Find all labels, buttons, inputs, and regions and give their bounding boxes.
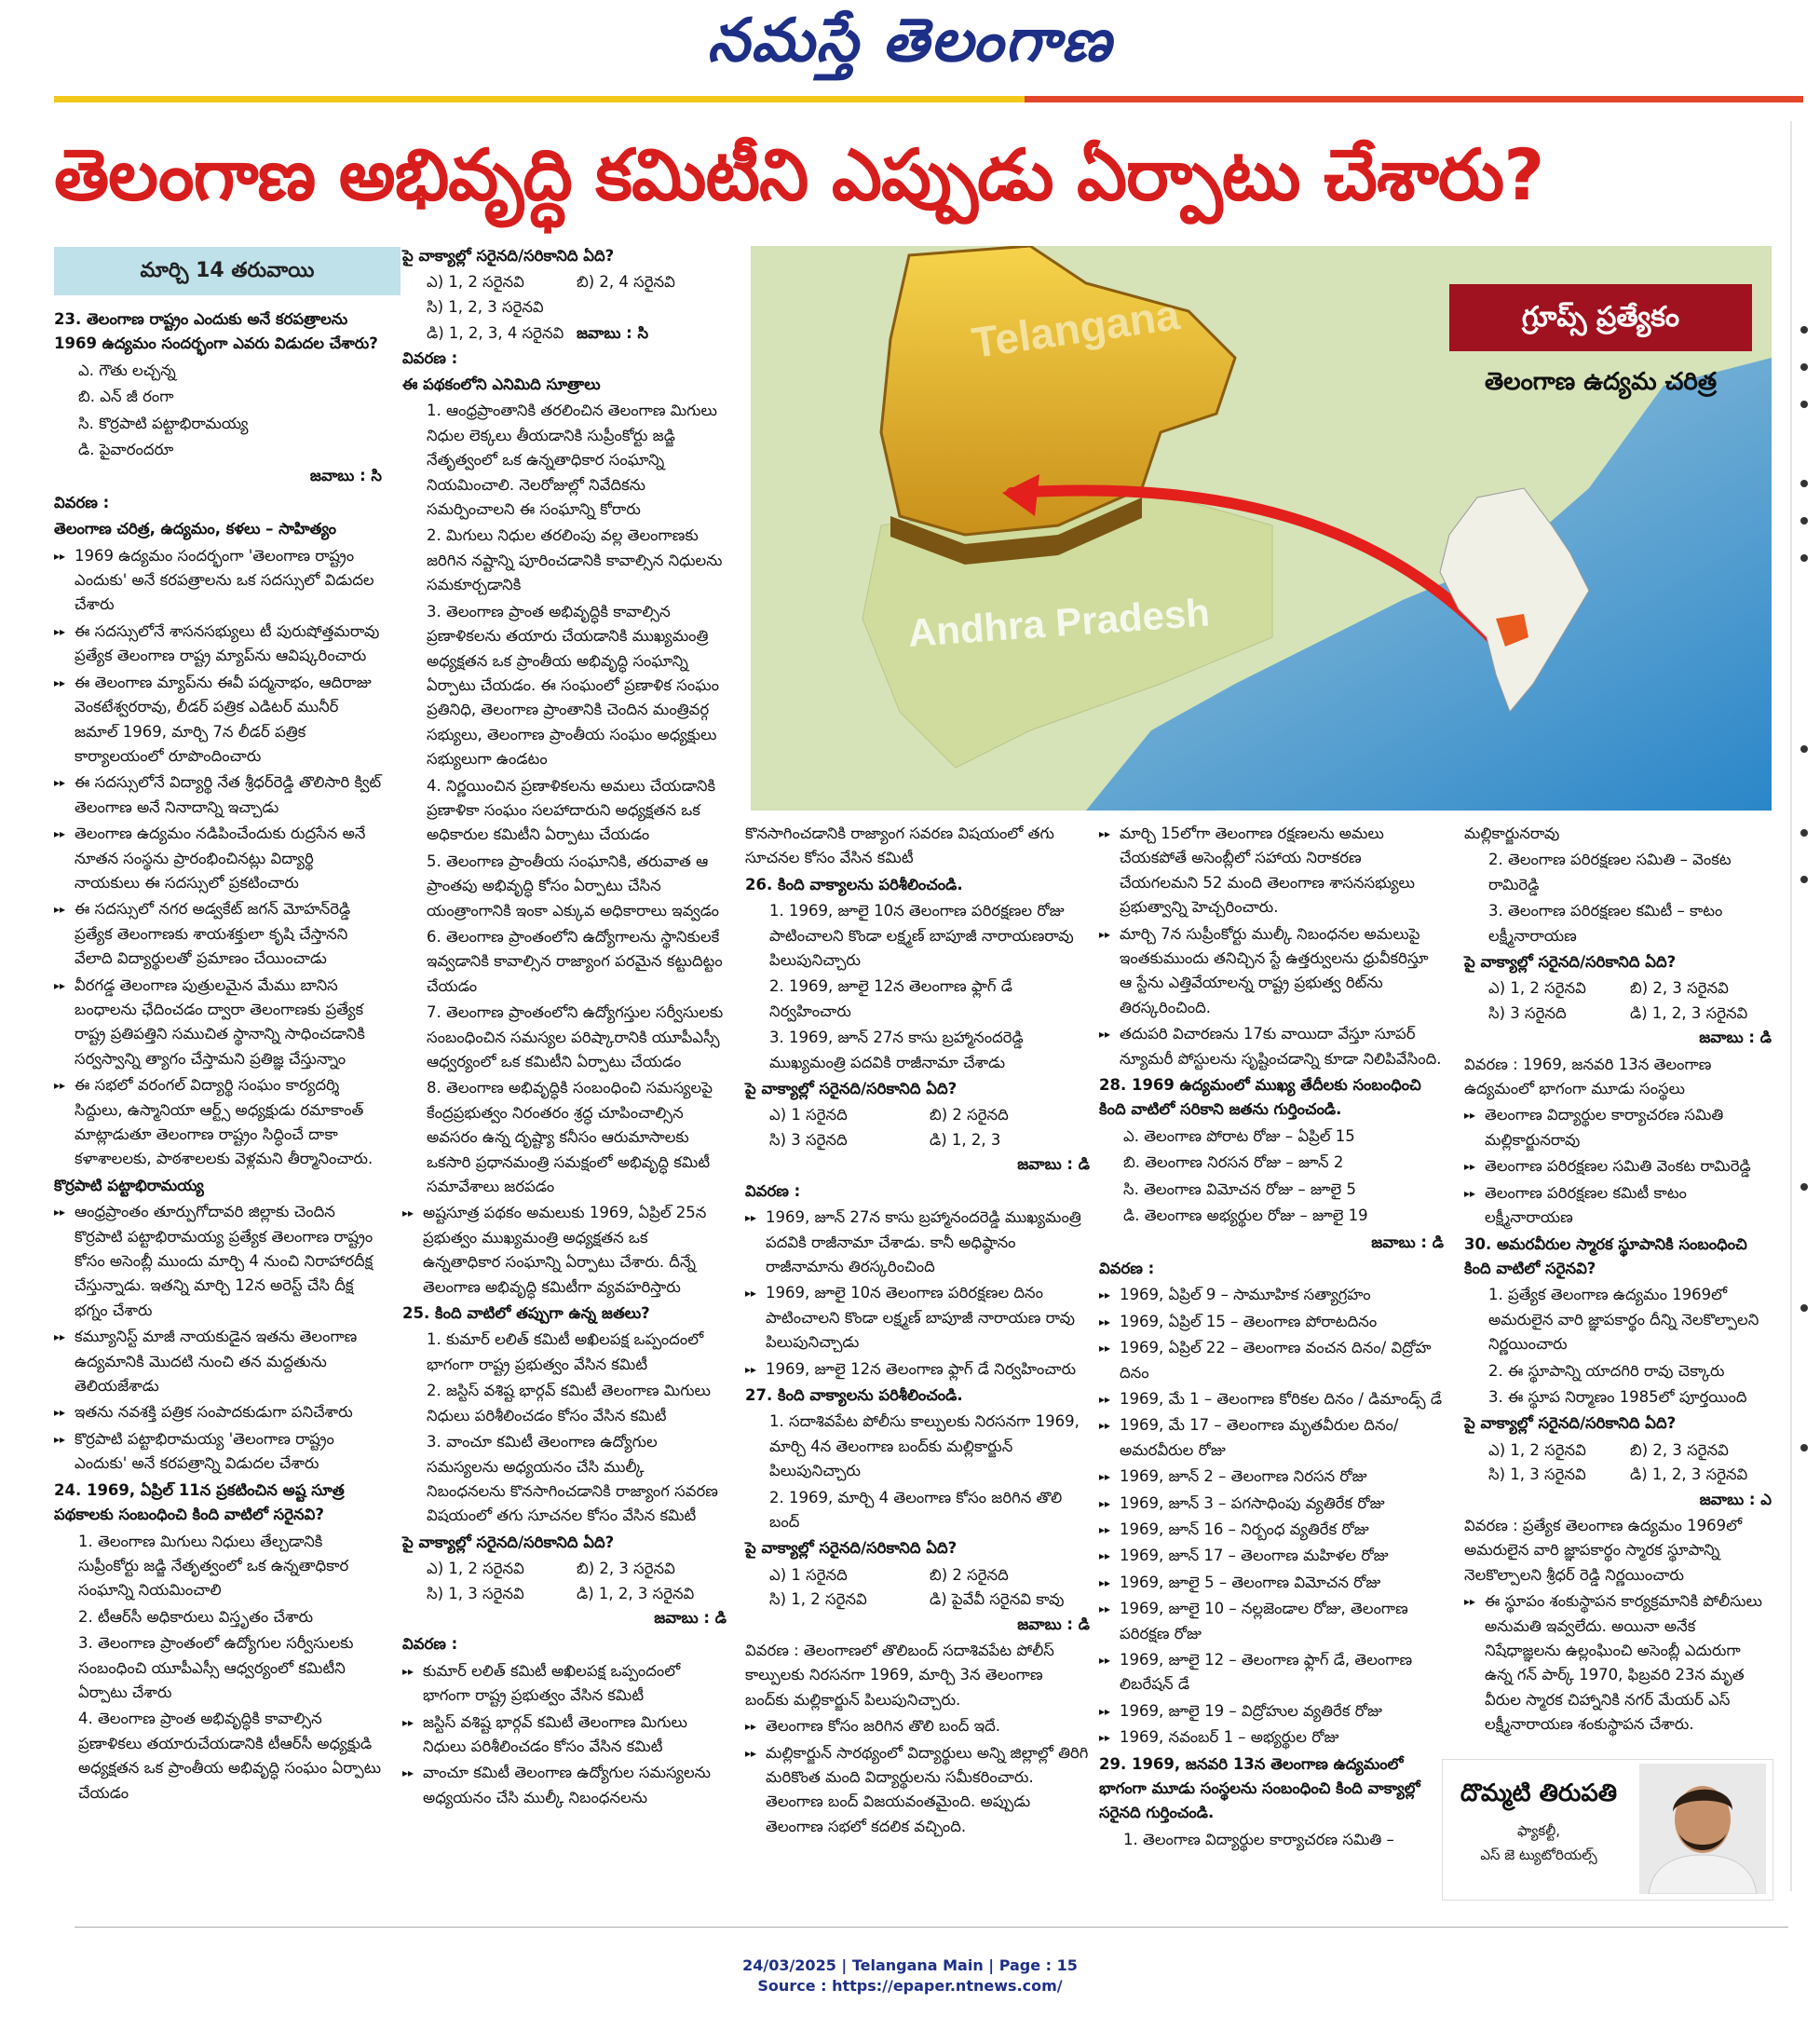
option-text: సి) 1, 2, 3 సరైనవి [427, 297, 544, 316]
answer-text: జవాబు : డి [1371, 1233, 1444, 1251]
section-heading: వివరణ : [54, 493, 110, 511]
numbered-item: 4. తెలంగాణ ప్రాంత అభివృద్ధికి కావాల్సిన ప్రణాళికలు తయారుచేయడానికి టీఆర్‌సీ అధ్యక్షుడి అధ్యక్షతన ఒక ప్రాంతీయ అభివృద్ధి సంఘం ఏర్పాటు చేయడం [78, 1710, 382, 1802]
question-text: 24. 1969, ఏప్రిల్ 11న ప్రకటించిన అష్ట సూత్ర పథకాలకు సంబంధించి కింది వాటిలో సరైనవి? [54, 1480, 345, 1524]
question-text: 29. 1969, జనవరి 13న తెలంగాణ ఉద్యమంలో భాగంగా మూడు సంస్థలను సంబంధించి కింది వాక్యాల్లో సరైనది గుర్తించండి. [1099, 1754, 1420, 1822]
bullet-item: ▸▸ మార్చి 7న సుప్రీంకోర్టు ముల్కీ నిబంధనల అమలుపై ఇంతకుముందు తనిచ్చిన స్టే ఉత్తర్వులను ధ్రువీకరిస్తూ ఆ స్టేను ఎత్తివేయాలన్న రాష్ట్ర ప్రభుత్వ రిట్‌ను తిరస్కరించింది. [1099, 922, 1444, 1021]
numbered-item: 7. తెలంగాణ ప్రాంతంలోని ఉద్యోగస్తుల సర్వీసులకు సంబంధించిన సమస్యల పరిష్కారానికి యూపీఎస్సీ ఆధ్వర్యంలో ఒక కమిటీని ఏర్పాటు చేయడం [427, 1003, 724, 1070]
author-name: దొమ్మటి తిరుపతి [1460, 1779, 1618, 1807]
question-text: పై వాక్యాల్లో సరైనది/సరికానిది ఏది? [1464, 1414, 1677, 1433]
section-heading: వివరణ : [1099, 1259, 1155, 1277]
option-text: డి. పైవారందరూ [78, 441, 174, 459]
masthead-title: నమస్తే తెలంగాణ [707, 6, 1113, 75]
edge-bullet [1800, 1304, 1808, 1312]
bullet-item: ▸▸ కమ్యూనిస్ట్ మాజీ నాయకుడైన ఇతను తెలంగాణ ఉద్యమానికి మొదటి నుంచి తన మద్దతును తెలియజేశాడు [54, 1325, 382, 1398]
option-row [402, 321, 727, 346]
bullet-item: ▸▸ ఈ సదస్సులో నగర అడ్వకేట్ జగన్ మోహన్‌రెడ్డి ప్రత్యేక తెలంగాణకు శాయశక్తులా కృషి చేస్తానని వేలాది విద్యార్థులతో ప్రమాణం చేయించాడు [54, 897, 382, 971]
bullet-item: ▸▸ తెలంగాణ పరిరక్షణల సమితి వెంకట రామిరెడ్డి [1464, 1154, 1772, 1179]
numbered-item: 5. తెలంగాణ ప్రాంతీయ సంఘానికి, తరువాత ఆ ప్రాంతపు అభివృద్ధి కోసం ఏర్పాటు చేసిన యంత్రాంగానికి ఇంకా ఎక్కువ అధికారాలు ఇవ్వడం [427, 852, 720, 920]
numbered-item: 2. 1969, మార్చి 4 తెలంగాణ కోసం జరిగిన తొలి బంద్ [769, 1488, 1063, 1531]
edge-bullet [1800, 363, 1808, 371]
bullet-item: ▸▸ 1969, జూలై 19 – విద్రోహుల వ్యతిరేక రోజు [1099, 1699, 1444, 1724]
masthead [0, 0, 1820, 98]
option-text: డి) 1, 2, 3 [930, 1130, 1001, 1149]
answer-text: జవాబు : ఎ [1699, 1490, 1772, 1508]
option-row [745, 1128, 1090, 1152]
option-row [745, 1103, 1090, 1127]
numbered-item: 2. మిగులు నిధుల తరలింపు వల్ల తెలంగాణకు జరిగిన నష్టాన్ని పూరించడానికి కావాల్సిన నిధులను సమకూర్చడానికి [427, 526, 723, 594]
bullet-item: ▸▸ తెలంగాణ పరిరక్షణల కమిటీ కాటం లక్ష్మీనారాయణ [1464, 1181, 1772, 1231]
question-text: పై వాక్యాల్లో సరైనది/సరికానిది ఏది? [402, 1533, 615, 1551]
question-text: 28. 1969 ఉద్యమంలో ముఖ్య తేదీలకు సంబంధించి కింది వాటిలో సరికాని జతను గుర్తించండి. [1099, 1076, 1421, 1119]
edge-bullet [1800, 1183, 1808, 1191]
numbered-item: 1. ఆంధ్రప్రాంతానికి తరలించిన తెలంగాణ మిగులు నిధుల లెక్కలు తీయడానికి సుప్రీంకోర్టు జడ్జి నేతృత్వంలో ఒక ఉన్నతాధికార సంఘాన్ని నియమించాలి. నెలరోజుల్లో నివేదికను సమర్పించాలని ఈ సంఘాన్ని కోరారు [427, 402, 717, 519]
article-column-5 [1464, 822, 1772, 1739]
section-heading: ఈ పథకంలోని ఎనిమిది సూత్రాలు [402, 375, 601, 394]
edge-bullet [1800, 326, 1808, 334]
option-text: బి) 2, 3 సరైనవి [577, 1560, 675, 1578]
groups-badge: గ్రూప్స్ ప్రత్యేకం [1449, 284, 1752, 351]
bullet-item: ▸▸ 1969, మే 1 – తెలంగాణ కోరికల దినం / డిమాండ్స్ డే [1099, 1387, 1444, 1411]
option-text: బి) 2 సరైనది [930, 1565, 1009, 1584]
section-heading: వివరణ : [402, 348, 458, 367]
option-text: ఎ) 1 సరైనది [769, 1106, 848, 1124]
option-row [745, 1563, 1090, 1588]
option-text: ఎ. తెలంగాణ పోరాట రోజు – ఏప్రిల్ 15 [1123, 1126, 1355, 1145]
answer-text: జవాబు : సి [309, 467, 382, 485]
body-text: మల్లికార్జునరావు [1464, 825, 1560, 842]
bullet-item: ▸▸ మల్లికార్జున్ సారథ్యంలో విద్యార్థులు అన్ని జిల్లాల్లో తిరిగి మరికొంత మంది విద్యార్థులను సమీకరించారు. తెలంగాణ బంద్ విజయవంతమైంది. అప్పుడు తెలంగాణ సభలో కదలిక వచ్చింది. [745, 1741, 1090, 1840]
question-text: పై వాక్యాల్లో సరైనది/సరికానిది ఏది? [745, 1080, 958, 1098]
numbered-item: 2. 1969, జూలై 12న తెలంగాణ ఫ్లాగ్ డే నిర్వహించారు [769, 977, 1012, 1020]
option-text: ఎ) 1, 2 సరైనవి [427, 1560, 524, 1578]
author-role [1455, 1819, 1623, 1867]
option-text: ఎ) 1, 2 సరైనవి [1488, 1440, 1586, 1459]
footer-source: Source : https://epaper.ntnews.com/ [757, 1977, 1063, 1995]
bullet-item: ▸▸ ఆంధ్రప్రాంతం తూర్పుగోదావరి జిల్లాకు చెందిన కొర్రపాటి పట్టాభిరామయ్య ప్రత్యేక తెలంగాణ రాష్ట్రం కోసం అసెంబ్లీ ముందు మార్చి 4 నుంచి నిరాహారదీక్ష చేస్తున్నాడు. ఇతన్ని మార్చి 12న అరెస్ట్ చేసి దీక్ష భగ్నం చేశారు [54, 1200, 382, 1323]
article-column-3 [745, 822, 1090, 1841]
edge-bullet [1800, 480, 1808, 487]
bullet-item: ▸▸ ఈ తెలంగాణ మ్యాప్‌ను ఈవీ పద్మనాభం, ఆదిరాజు వెంకటేశ్వరరావు, లీడర్ పత్రిక ఎడిటర్ మునీర్ జమాల్ 1969, మార్చి 7న లీడర్ పత్రిక కార్యాలయంలో రూపొందించారు [54, 671, 382, 770]
numbered-item: 2. తెలంగాణ పరిరక్షణల సమితి – వెంకట రామిరెడ్డి [1488, 851, 1732, 893]
bullet-item: ▸▸ 1969, జూన్ 16 – నిర్బంధ వ్యతిరేక రోజు [1099, 1518, 1444, 1542]
option-text: సి) 1, 3 సరైనవి [1488, 1465, 1586, 1484]
edge-bullet [1800, 745, 1808, 753]
bullet-item: ▸▸ కుమార్ లలిత్ కమిటీ అఖిలపక్ష ఒప్పందంలో భాగంగా రాష్ట్ర ప్రభుత్వం వేసిన కమిటీ [402, 1659, 727, 1709]
bullet-item: ▸▸ తెలంగాణ విద్యార్థుల కార్యాచరణ సమితి మల్లికార్జునరావు [1464, 1103, 1772, 1152]
numbered-item: 4. నిర్ణయించిన ప్రణాళికలను అమలు చేయడానికి ప్రణాళికా సంఘం సలహాదారుని అధ్యక్షతన ఒక అధికారుల కమిటీని ఏర్పాటు చేయడం [427, 776, 716, 844]
map-label-telangana: Telangana [969, 290, 1183, 367]
bullet-item: ▸▸ 1969 ఉద్యమం సందర్భంగా 'తెలంగాణ రాష్ట్రం ఎందుకు' అనే కరపత్రాలను ఒక సదస్సులో విడుదల చేశారు [54, 544, 382, 618]
author-role-line-1: ఫ్యాకల్టీ, [1517, 1822, 1560, 1839]
option-text: సి) 3 సరైనది [1488, 1003, 1567, 1022]
article-column-1 [54, 307, 382, 1807]
bullet-item: ▸▸ ఈ సదస్సులోనే విద్యార్థి నేత శ్రీధర్‌రెడ్డి తొలిసారి క్విట్ తెలంగాణ అనే నినాదాన్ని ఇచ్చాడు [54, 770, 382, 820]
footer-rule [75, 1927, 1788, 1928]
bullet-item: ▸▸ 1969, ఏప్రిల్ 15 – తెలంగాణ పోరాటదినం [1099, 1310, 1444, 1334]
option-row [745, 1588, 1090, 1612]
option-row [1464, 1463, 1772, 1487]
author-photo [1639, 1764, 1766, 1894]
section-heading: కొర్రపాటి పట్టాభిరామయ్య [54, 1176, 204, 1194]
edge-bullet [1800, 1444, 1808, 1451]
option-row [1464, 976, 1772, 1001]
option-text: సి) 1, 2 సరైనవి [769, 1590, 867, 1609]
option-text: ఎ) 1, 2 సరైనవి [1488, 979, 1586, 998]
edge-bullet [1800, 876, 1808, 883]
bullet-item: ▸▸ 1969, ఏప్రిల్ 22 – తెలంగాణ వంచన దినం/ విద్రోహ దినం [1099, 1336, 1444, 1385]
bullet-item: ▸▸ 1969, జూన్ 2 – తెలంగాణ నిరసన రోజు [1099, 1465, 1444, 1489]
option-text: సి. కొర్రపాటి పట్టాభిరామయ్య [78, 414, 249, 432]
numbered-item: 3. తెలంగాణ ప్రాంత అభివృద్ధికి కావాల్సిన ప్రణాళికలను తయారు చేయడానికి ముఖ్యమంత్రి అధ్యక్షతన ఒక ప్రాంతీయ అభివృద్ధి సంఘాన్ని ఏర్పాటు చేయడం. ఈ సంఘంలో ప్రణాళిక సంఘం ప్రతినిధి, తెలంగాణ ప్రాంతానికి చెందిన మంత్రివర్గ సభ్యులు, తెలంగాణ ప్రాంతీయ సంఘం అధ్యక్షులు సభ్యులుగా ఉండటం [427, 602, 720, 769]
author-avatar [1639, 1764, 1766, 1894]
bullet-item: ▸▸ తెలంగాణ కోసం జరిగిన తొలి బంద్ ఇదే. [745, 1714, 1090, 1738]
option-text: డి) 1, 2, 3 సరైనవి [1630, 1003, 1748, 1022]
question-text: 26. కింది వాక్యాలను పరిశీలించండి. [745, 875, 963, 893]
section-heading: తెలంగాణ చరిత్ర, ఉద్యమం, కళలు – సాహిత్యం [54, 520, 336, 538]
bullet-item: ▸▸ మార్చి 15లోగా తెలంగాణ రక్షణలను అమలు చేయకపోతే అసెంబ్లీలో సహాయ నిరాకరణ చేయగలమని 52 మంది తెలంగాణ శాసనసభ్యులు ప్రభుత్వాన్ని హెచ్చరించారు. [1099, 822, 1444, 920]
bullet-item: ▸▸ 1969, జూలై 10 – నల్లజెండాల రోజు, తెలంగాణ పరిరక్షణ రోజు [1099, 1597, 1444, 1646]
option-row [1464, 1438, 1772, 1463]
numbered-item: 1. తెలంగాణ మిగులు నిధులు తేల్చడానికి సుప్రీంకోర్టు జడ్జి నేతృత్వంలో ఒక ఉన్నతాధికార సంఘాన్ని నియమించాలి [78, 1532, 349, 1600]
numbered-item: 1. సదాశివపేట పోలీసు కాల్పులకు నిరసనగా 1969, మార్చి 4న తెలంగాణ బంద్‌కు మల్లికార్జున్ పిలుపునిచ్చారు [769, 1412, 1080, 1480]
bullet-item: ▸▸ జస్టిస్ వశిష్ట భార్గవ్ కమిటీ తెలంగాణ మిగులు నిధులు పరిశీలించడం కోసం వేసిన కమిటీ [402, 1710, 727, 1760]
map-label-andhra: Andhra Pradesh [906, 590, 1212, 655]
option-text: సి) 1, 3 సరైనవి [427, 1584, 524, 1602]
answer-text: జవాబు : డి [654, 1608, 727, 1627]
author-role-line-2: ఎస్ జె ట్యుటోరియల్స్ [1480, 1847, 1597, 1863]
bullet-item: ▸▸ 1969, నవంబర్ 1 – అభ్యర్థుల రోజు [1099, 1725, 1444, 1750]
edge-bullet [1800, 401, 1808, 408]
numbered-item: 3. 1969, జూన్ 27న కాసు బ్రహ్మానందరెడ్డి ముఖ్యమంత్రి పదవికి రాజీనామా చేశాడు [769, 1029, 1024, 1071]
bullet-item: ▸▸ ఈ సభలో వరంగల్ విద్యార్థి సంఘం కార్యదర్శి సిద్దులు, ఉస్మానియా ఆర్ట్స్ అధ్యక్షుడు రమాకాంత్ మాట్లాడుతూ తెలంగాణ రాష్ట్రం సిద్ధించే దాకా కళాశాలలకు, పాఠశాలలకు వెళ్లమని తీర్మానించారు. [54, 1073, 382, 1172]
option-row [402, 1582, 727, 1606]
bullet-item: ▸▸ 1969, జూలై 12 – తెలంగాణ ఫ్లాగ్ డే, తెలంగాణ లిబరేషన్ డే [1099, 1648, 1444, 1697]
numbered-item: 3. తెలంగాణ పరిరక్షణల కమిటీ – కాటం లక్ష్మీనారాయణ [1488, 902, 1723, 945]
option-text: బి. ఎన్ జీ రంగా [78, 388, 174, 406]
option-row [402, 1557, 727, 1581]
question-text: 27. కింది వాక్యాలను పరిశీలించండి. [745, 1385, 963, 1404]
question-text: పై వాక్యాల్లో సరైనది/సరికానిది ఏది? [1464, 953, 1677, 972]
option-text: సి) 3 సరైనది [769, 1130, 848, 1149]
numbered-item: 1. తెలంగాణ విద్యార్థుల కార్యాచరణ సమితి – [1123, 1830, 1394, 1848]
option-text: బి) 2, 3 సరైనవి [1630, 979, 1729, 998]
question-text: 30. అమరవీరుల స్మారక స్థూపానికి సంబంధించి కింది వాటిలో సరైనవి? [1464, 1234, 1747, 1277]
numbered-item: 3. ఈ స్థూప నిర్మాణం 1985లో పూర్తయింది [1488, 1387, 1747, 1406]
bullet-item: ▸▸ 1969, జూలై 10న తెలంగాణ పరిరక్షణల దినం పాటించాలని కొండా లక్ష్మణ్ బాపూజీ నారాయణ రావు పిలుపునిచ్చాడు [745, 1281, 1090, 1355]
numbered-item: 2. ఈ స్థూపాన్ని యాదగిరి రావు చెక్కారు [1488, 1361, 1725, 1380]
option-text: బి) 2 సరైనది [930, 1106, 1009, 1124]
section-heading: వివరణ : [402, 1635, 458, 1654]
option-text: సి. తెలంగాణ విమోచన రోజు – జూలై 5 [1123, 1179, 1356, 1198]
body-text: వివరణ : ప్రత్యేక తెలంగాణ ఉద్యమం 1969లో అమరులైన వారి జ్ఞాపకార్థం స్మారక స్థూపాన్ని నెలకొల్పాలని శ్రీధర్ రెడ్డి నిర్ణయించారు [1464, 1516, 1743, 1584]
numbered-item: 6. తెలంగాణ ప్రాంతంలోని ఉద్యోగాలను స్థానికులకే ఇవ్వడానికి కావాల్సిన రాజ్యాంగ పరమైన కట్టుదిట్టం చేయడం [427, 927, 723, 995]
option-text: డి. తెలంగాణ అభ్యర్థుల రోజు – జూలై 19 [1123, 1206, 1368, 1225]
bullet-item: ▸▸ 1969, జూన్ 27న కాసు బ్రహ్మానందరెడ్డి ముఖ్యమంత్రి పదవికి రాజీనామా చేశాడు. కానీ అధిష్ఠానం రాజీనామాను తిరస్కరించింది [745, 1206, 1090, 1279]
body-text: వివరణ : తెలంగాణలో తొలిబంద్ సదాశివపేట పోలీస్ కాల్పులకు నిరసనగా 1969, మార్చి 3న తెలంగాణ బంద్‌కు మల్లికార్జున్ పిలుపునిచ్చారు. [745, 1642, 1054, 1709]
bullet-item: ▸▸ తెలంగాణ ఉద్యమం నడిపించేందుకు రుద్రసేన అనే నూతన సంస్థను ప్రారంభించినట్లు విద్యార్థి నాయకులు ఈ సదస్సులో ప్రకటించారు [54, 822, 382, 895]
numbered-item: 2. జస్టిస్ వశిష్ట భార్గవ్ కమిటీ తెలంగాణ మిగులు నిధులు పరిశీలించడం కోసం వేసిన కమిటీ [427, 1382, 711, 1424]
bullet-item: ▸▸ తదుపరి విచారణను 17కు వాయిదా వేస్తూ సూపర్ న్యూమరీ పోస్టులను సృష్టించడాన్ని కూడా నిలిపివేసింది. [1099, 1022, 1444, 1071]
option-text: బి) 2, 3 సరైనవి [1630, 1440, 1729, 1459]
numbered-item: 1. కుమార్ లలిత్ కమిటీ అఖిలపక్ష ఒప్పందంలో భాగంగా రాష్ట్ర ప్రభుత్వం వేసిన కమిటీ [427, 1330, 704, 1373]
bullet-item: ▸▸ 1969, జూన్ 17 – తెలంగాణ మహిళల రోజు [1099, 1544, 1444, 1568]
option-text: బి) 2, 4 సరైనవి [577, 273, 675, 292]
option-text: డి) 1, 2, 3 సరైనవి [577, 1584, 695, 1602]
bullet-item: ▸▸ ఈ సదస్సులోనే శాసనసభ్యులు టీ పురుషోత్తమరావు ప్రత్యేక తెలంగాణ రాష్ట్ర మ్యాప్‌ను ఆవిష్కరించారు [54, 620, 382, 669]
option-text: జవాబు : సి [577, 324, 649, 343]
article-column-2 [402, 244, 727, 1812]
numbered-item: 1. 1969, జూలై 10న తెలంగాణ పరిరక్షణల రోజు పాటించాలని కొండా లక్ష్మణ్ బాపూజీ నారాయణరావు పిలుపునిచ్చారు [769, 902, 1074, 970]
bullet-item: ▸▸ 1969, జూన్ 3 – పగసాధింపు వ్యతిరేక రోజు [1099, 1492, 1444, 1516]
bullet-item: ▸▸ ఈ స్థూపం శంకుస్థాపన కార్యక్రమానికి పోలీసులు అనుమతి ఇవ్వలేదు. అయినా అనేక నిషేధాజ్ఞలను ఉల్లంఘించి అసెంబ్లీ ఎదురుగా ఉన్న గన్ పార్క్ 1970, ఫిబ్రవరి 23న మృత వీరుల స్మారక చిహ్నానికి నగర్ మేయర్ ఎస్ లక్ష్మీనారాయణ శంకుస్థాపన చేశారు. [1464, 1589, 1772, 1737]
edge-bullet [1800, 517, 1808, 525]
body-text: కొనసాగించడానికి రాజ్యాంగ సవరణ విషయంలో తగు సూచనల కోసం వేసిన కమిటీ [745, 825, 1054, 867]
option-text: ఎ) 1, 2 సరైనవి [427, 273, 524, 292]
numbered-item: 3. తెలంగాణ ప్రాంతంలో ఉద్యోగుల సర్వీసులకు సంబంధించి యూపీఎస్సీ ఆధ్వర్యంలో కమిటీని ఏర్పాటు చేశారు [78, 1634, 354, 1701]
bullet-item: ▸▸ 1969, జూలై 5 – తెలంగాణ విమోచన రోజు [1099, 1571, 1444, 1595]
groups-subtitle: తెలంగాణ ఉద్యమ చరిత్ర [1484, 368, 1718, 396]
answer-text: జవాబు : డి [1699, 1029, 1772, 1047]
edge-bullet [1800, 829, 1808, 837]
bullet-item: ▸▸ 1969, మే 17 – తెలంగాణ మృతవీరుల దినం/ అమరవీరుల రోజు [1099, 1413, 1444, 1463]
answer-text: జవాబు : డి [1017, 1615, 1090, 1633]
masthead-rule-accent [1025, 96, 1803, 102]
body-text: వివరణ : 1969, జనవరి 13న తెలంగాణ ఉద్యమంలో భాగంగా మూడు సంస్థలు [1464, 1055, 1712, 1098]
section-label [54, 247, 401, 295]
option-row [402, 270, 727, 294]
bullet-item: ▸▸ వాంచూ కమిటీ తెలంగాణ ఉద్యోగుల సమస్యలను అధ్యయనం చేసి ముల్కీ నిబంధనలను [402, 1761, 727, 1810]
option-text: డి) 1, 2, 3, 4 సరైనవి [427, 324, 564, 343]
article-column-4 [1099, 822, 1444, 1854]
bullet-item: ▸▸ 1969, ఏప్రిల్ 9 – సామూహిక సత్యాగ్రహం [1099, 1283, 1444, 1307]
section-heading: వివరణ : [745, 1181, 801, 1200]
bullet-item: ▸▸ ఇతను నవశక్తి పత్రిక సంపాదకుడుగా పనిచేశారు [54, 1400, 382, 1424]
option-text: డి) పైవేవీ సరైనవి కావు [930, 1590, 1065, 1609]
question-text: పై వాక్యాల్లో సరైనది/సరికానిది ఏది? [402, 247, 615, 265]
bullet-item: ▸▸ కొర్రపాటి పట్టాభిరామయ్య 'తెలంగాణ రాష్ట్రం ఎందుకు' అనే కరపత్రాన్ని విడుదల చేశారు [54, 1427, 382, 1477]
bullet-item: ▸▸ అష్టసూత్ర పథకం అమలుకు 1969, ఏప్రిల్ 25న ప్రభుత్వం ముఖ్యమంత్రి అధ్యక్షతన ఒక ఉన్నతాధికార సంఘాన్ని ఏర్పాటు చేశారు. దీన్నే తెలంగాణ అభివృద్ధి కమిటీగా వ్యవహరిస్తారు [402, 1201, 727, 1300]
numbered-item: 2. టీఆర్‌సీ అధికారులు విస్తృతం చేశారు [78, 1607, 314, 1626]
option-text: ఎ. గౌతు లచ్చన్న [78, 361, 176, 379]
footer-dateline: 24/03/2025 | Telangana Main | Page : 15 [742, 1956, 1078, 1974]
option-row [1464, 1002, 1772, 1026]
numbered-item: 3. వాంచూ కమిటీ తెలంగాణ ఉద్యోగుల సమస్యలను అధ్యయనం చేసి ముల్కీ నిబంధనలను కొనసాగించడానికి రాజ్యాంగ సవరణ విషయంలో తగు సూచనల కోసం వేసిన కమిటీ [427, 1433, 718, 1525]
question-text: పై వాక్యాల్లో సరైనది/సరికానిది ఏది? [745, 1539, 958, 1558]
adjacent-page-edge [1790, 121, 1820, 1891]
edge-bullet [1800, 554, 1808, 562]
question-text: 23. తెలంగాణ రాష్ట్రం ఎందుకు అనే కరపత్రాలను 1969 ఉద్యమం సందర్భంగా ఎవరు విడుదల చేశారు? [54, 310, 378, 353]
bullet-item: ▸▸ 1969, జూలై 12న తెలంగాణ ఫ్లాగ్ డే నిర్వహించారు [745, 1357, 1090, 1382]
option-text: డి) 1, 2, 3 సరైనవి [1630, 1465, 1748, 1484]
headline: తెలంగాణ అభివృద్ధి కమిటీని ఎప్పుడు ఏర్పాటు చేశారు? [54, 133, 1544, 216]
numbered-item: 8. తెలంగాణ అభివృద్ధికి సంబంధించి సమస్యలపై కేంద్రప్రభుత్వం నిరంతరం శ్రద్ధ చూపించాల్సిన అవసరం ఉన్న దృష్ట్యా కనీసం ఆరుమాసాలకు ఒకసారి ప్రధానమంత్రి సమక్షంలో అభివృద్ధి కమిటీ సమావేశాలు జరపడం [427, 1079, 713, 1196]
question-text: 25. కింది వాటిలో తప్పుగా ఉన్న జతలు? [402, 1304, 650, 1323]
option-text: బి. తెలంగాణ నిరసన రోజు – జూన్ 2 [1123, 1153, 1344, 1172]
numbered-item: 1. ప్రత్యేక తెలంగాణ ఉద్యమం 1969లో అమరులైన వారి జ్ఞాపకార్థం దీన్ని నెలకొల్పాలని నిర్ణయించారు [1488, 1286, 1759, 1354]
answer-text: జవాబు : డి [1017, 1155, 1090, 1174]
bullet-item: ▸▸ వీరగడ్డ తెలంగాణ పుత్రులమైన మేము బానిస బంధాలను ఛేదించడం ద్వారా తెలంగాణకు ప్రత్యేక రాష్ట్ర ప్రతిపత్తిని సముచిత స్థానాన్ని సాధించడానికి సర్వస్వాన్ని త్యాగం చేస్తామని ప్రతిజ్ఞ చేస్తున్నాం [54, 974, 382, 1072]
section-label-text: మార్చి 14 తరువాయి [140, 259, 315, 282]
option-text: ఎ) 1 సరైనది [769, 1565, 848, 1584]
